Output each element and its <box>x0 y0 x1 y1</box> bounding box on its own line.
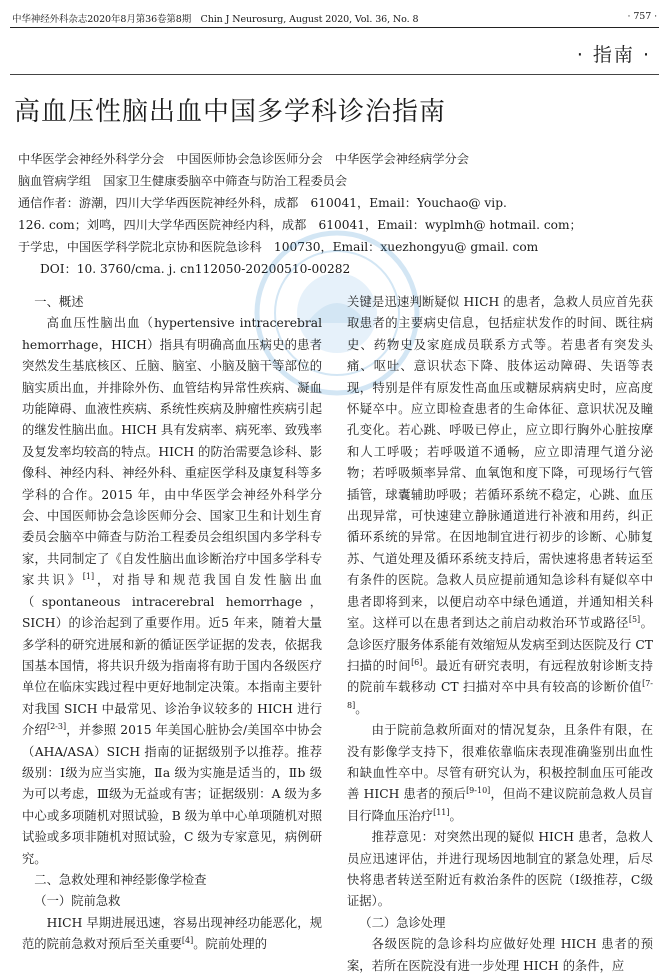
citation-ref[interactable]: [7-8] <box>347 679 653 710</box>
section-label: · 指南 · <box>576 44 651 66</box>
section-heading: 二、急救处理和神经影像学检查 <box>34 872 207 887</box>
page-number: · 757 · <box>627 11 657 22</box>
author-line: 中华医学会神经外科学分会 中国医师协会急诊医师分会 中华医学会神经病学分会 <box>18 152 469 166</box>
doi: DOI：10. 3760/cma. j. cn112050-20200510-00282 <box>40 262 351 276</box>
left-column <box>22 292 322 956</box>
citation-ref[interactable]: [5] <box>628 615 641 624</box>
subsection-heading: （二）急诊处理 <box>359 915 446 930</box>
paragraph: 关键是迅速判断疑似 HICH 的患者，急救人员应首先获取患者的主要病史信息，包括症状发作的时间、既往病史、药物史及家庭成员联系方式等。若患者有突发头痛、呕吐、意识状态下降、肢体运动障碍、失语等表现，特别是伴有原发性高血压或糖尿病病史时，应高度怀疑卒中。应立即检查患者的生命体征、意识状况及瞳孔变化。若心跳、呼吸已停止，应立即行胸外心脏按摩和人工呼吸；若呼吸道不通畅，应立即清理气道分泌物；若呼吸频率异常、血氧饱和度下降，可现场行气管插管，球囊辅助呼吸；若循环系统不稳定，心跳、血压出现异常，可快速建立静脉通道进行补液和用药，纠正循环系统的异常。在因地制宜进行初步的诊断、心肺复苏、气道处理及循环系统支持后，需快速将患者转运至有条件的医院。急救人员应提前通知急诊科有疑似卒中患者即将到来，以便启动卒中绿色通道，并通知相关科室。这样可以在患者到达之前启动救治环节或路径[5]。急诊医疗服务体系能有效缩短从发病至到达医院及行 CT 扫描的时间[6]。最近有研究表明，有远程放射诊断支持的院前车载移动 CT 扫描对卒中具有较高的诊断价值[7-8]。 <box>347 295 653 716</box>
header-rule <box>10 27 659 28</box>
journal-citation: 中华神经外科杂志2020年8月第36卷第8期 Chin J Neurosurg, August 2020, Vol. 36, No. 8 <box>12 14 419 25</box>
citation-ref[interactable]: [1] <box>82 572 95 582</box>
subsection-heading: （一）院前急救 <box>34 894 121 909</box>
author-block <box>18 148 658 280</box>
correspondence-line: 通信作者：游潮，四川大学华西医院神经外科，成都 610041，Email：Youchao@ vip. <box>18 196 507 210</box>
author-line: 脑血管病学组 国家卫生健康委脑卒中筛查与防治工程委员会 <box>18 174 348 188</box>
right-column <box>347 292 653 977</box>
citation-ref[interactable]: [9-10] <box>466 786 491 796</box>
citation-ref[interactable]: [4] <box>181 936 194 946</box>
section-heading: 一、概述 <box>34 295 84 309</box>
section-rule <box>10 74 659 75</box>
recommendation-paragraph: 推荐意见：对突然出现的疑似 HICH 患者，急救人员应迅速评估，并进行现场因地制宜的紧急处理，后尽快将患者转送至附近有救治条件的医院（Ⅰ级推荐，C级证据）。 <box>347 830 653 909</box>
paragraph: 由于院前急救所面对的情况复杂，且条件有限，在没有影像学支持下，很难依靠临床表现准确鉴别出血性和缺血性卒中。尽管有研究认为，积极控制血压可能改善 HICH 患者的预后[9-10]，但尚不建议院前急救人员盲目行降血压治疗[11]。 <box>347 723 653 823</box>
paragraph: HICH 早期进展迅速，容易出现神经功能恶化，规范的院前急救对预后至关重要[4]。院前处理的 <box>22 915 322 952</box>
running-header <box>10 11 659 25</box>
citation-ref[interactable]: [2-3] <box>46 722 67 732</box>
correspondence-line: 126. com；刘鸣，四川大学华西医院神经内科，成都 610041，Email：wyplmh@ hotmail. com； <box>18 218 582 232</box>
correspondence-line: 于学忠，中国医学科学院北京协和医院急诊科 100730，Email：xuezhongyu@ gmail. com <box>18 240 539 254</box>
article-title: 高血压性脑出血中国多学科诊治指南 <box>14 97 447 127</box>
paragraph: 高血压性脑出血（hypertensive intracerebral hemorrhage，HICH）指具有明确高血压病史的患者突然发生基底核区、丘脑、脑室、小脑及脑干等部位的脑实质出血，并排除外伤、血管结构异常性疾病、凝血功能障碍、血液性疾病、系统性疾病及肿瘤性疾病引起的继发性脑出血。HICH 具有发病率、病死率、致残率及复发率均较高的特点。HICH 的防治需要急诊科、影像科、神经内科、神经外科、重症医学科及康复科等多学科的合作。2015 年，由中华医学会神经外科学分会、中国医师协会急诊医师分会、国家卫生和计划生育委员会脑卒中筛查与防治工程委员会组织国内多学科专家，共同制定了《自发性脑出血诊断治疗中国多学科专家共识》[1]，对指导和规范我国自发性脑出血（spontaneous intracerebral hemorrhage，SICH）的诊治起到了重要作用。近5 年来，随着大量多学科的研究进展和新的循证医学证据的发表，依据我国基本国情，将共识升级为指南将有助于国内各级医疗单位在临床实践过程中更好地制定决策。本指南主要针对我国 SICH 中最常见、诊治争议较多的 HICH 进行介绍[2-3]，并参照 2015 年美国心脏协会/美国卒中协会（AHA/ASA）SICH 指南的证据级别予以推荐。推荐级别：Ⅰ级为应当实施，Ⅱa 级为实施是适当的，Ⅱb 级为可以考虑，Ⅲ级为无益或有害；证据级别：A 级为多中心或多项随机对照试验，B 级为单中心单项随机对照试验或多项非随机对照试验，C 级为专家意见，病例研究。 <box>22 316 322 866</box>
paragraph: 各级医院的急诊科均应做好处理 HICH 患者的预案，若所在医院没有进一步处理 HICH 的条件，应 <box>347 937 653 973</box>
citation-ref[interactable]: [6] <box>411 657 423 667</box>
citation-ref[interactable]: [11] <box>433 807 450 817</box>
